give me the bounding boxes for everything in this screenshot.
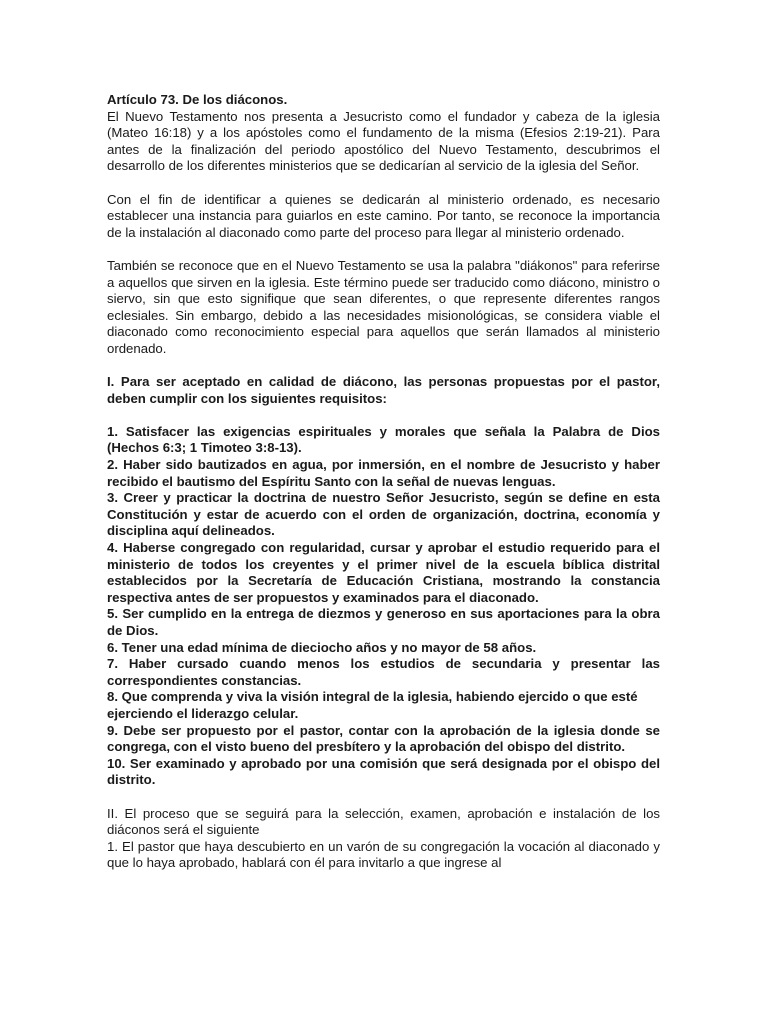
requirements-list — [107, 424, 660, 789]
paragraph-ministry: Con el fin de identificar a quienes se dedicarán al ministerio ordenado, es necesario establecer una instancia para guiarlos en este camino. Por tanto, se reconoce la importancia de la instalación al diaconado como parte del proceso para llegar al ministerio ordenado. — [107, 191, 660, 240]
requirement-item: 2. Haber sido bautizados en agua, por inmersión, en el nombre de Jesucristo y haber recibido el bautismo del Espíritu Santo con la señal de nuevas lenguas. — [107, 457, 660, 489]
requirement-item: 3. Creer y practicar la doctrina de nuestro Señor Jesucristo, según se define en esta Constitución y estar de acuerdo con el orden de organización, doctrina, economía y disciplina aquí delineados. — [107, 490, 660, 539]
requirement-item: ejerciendo el liderazgo celular. — [107, 705, 299, 721]
section-1-heading: I. Para ser aceptado en calidad de diácono, las personas propuestas por el pastor, deben cumplir con los siguientes requisitos: — [107, 374, 660, 406]
paragraph-intro: El Nuevo Testamento nos presenta a Jesucristo como el fundador y cabeza de la iglesia (Mateo 16:18) y a los apóstoles como el fundamento de la misma (Efesios 2:19-21). Para antes de la finalización del periodo apostólico del Nuevo Testamento, descubrimos el desarrollo de los diferentes ministerios que se dedicarían al servicio de la iglesia del Señor. — [107, 108, 660, 174]
requirement-item: 8. Que comprenda y viva la visión integral de la iglesia, habiendo ejercido o que esté — [107, 689, 638, 705]
section-2-heading: II. El proceso que se seguirá para la selección, examen, aprobación e instalación de los diáconos será el siguiente — [107, 805, 660, 838]
section-2-item-1: 1. El pastor que haya descubierto en un varón de su congregación la vocación al diaconado y que lo haya aprobado, hablará con él para invitarlo a que ingrese al — [107, 838, 660, 871]
requirement-item: 4. Haberse congregado con regularidad, cursar y aprobar el estudio requerido para el ministerio de todos los creyentes y el primer nivel de la escuela bíblica distrital establecidos por la Secretaría de Educación Cristiana, mostrando la constancia respectiva antes de ser propuestos y examinados para el diaconado. — [107, 540, 660, 605]
requirement-item: 5. Ser cumplido en la entrega de diezmos y generoso en sus aportaciones para la obra de Dios. — [107, 606, 660, 638]
article-title: Artículo 73. De los diáconos. — [107, 92, 288, 107]
requirement-item: 10. Ser examinado y aprobado por una comisión que será designada por el obispo del distrito. — [107, 755, 660, 788]
requirement-item: 7. Haber cursado cuando menos los estudios de secundaria y presentar las correspondientes constancias. — [107, 656, 660, 688]
requirement-item: 1. Satisfacer las exigencias espirituales y morales que señala la Palabra de Dios (Hechos 6:3; 1 Timoteo 3:8-13). — [107, 423, 660, 456]
requirement-item: 6. Tener una edad mínima de dieciocho años y no mayor de 58 años. — [107, 639, 537, 655]
requirement-item: 9. Debe ser propuesto por el pastor, contar con la aprobación de la iglesia donde se congrega, con el visto bueno del presbítero y la aprobación del obispo del distrito. — [107, 722, 660, 755]
document-page — [107, 92, 660, 872]
paragraph-diakonos: También se reconoce que en el Nuevo Testamento se usa la palabra "diákonos" para referirse a aquellos que sirven en la iglesia. Este término puede ser traducido como diácono, ministro o siervo, sin que esto signifique que sean diferentes, o que represente diferentes rangos eclesiales. Sin embargo, debido a las necesidades misionológicas, se considera viable el diaconado como reconocimiento especial para aquellos que serán llamados al ministerio ordenado. — [107, 257, 660, 356]
